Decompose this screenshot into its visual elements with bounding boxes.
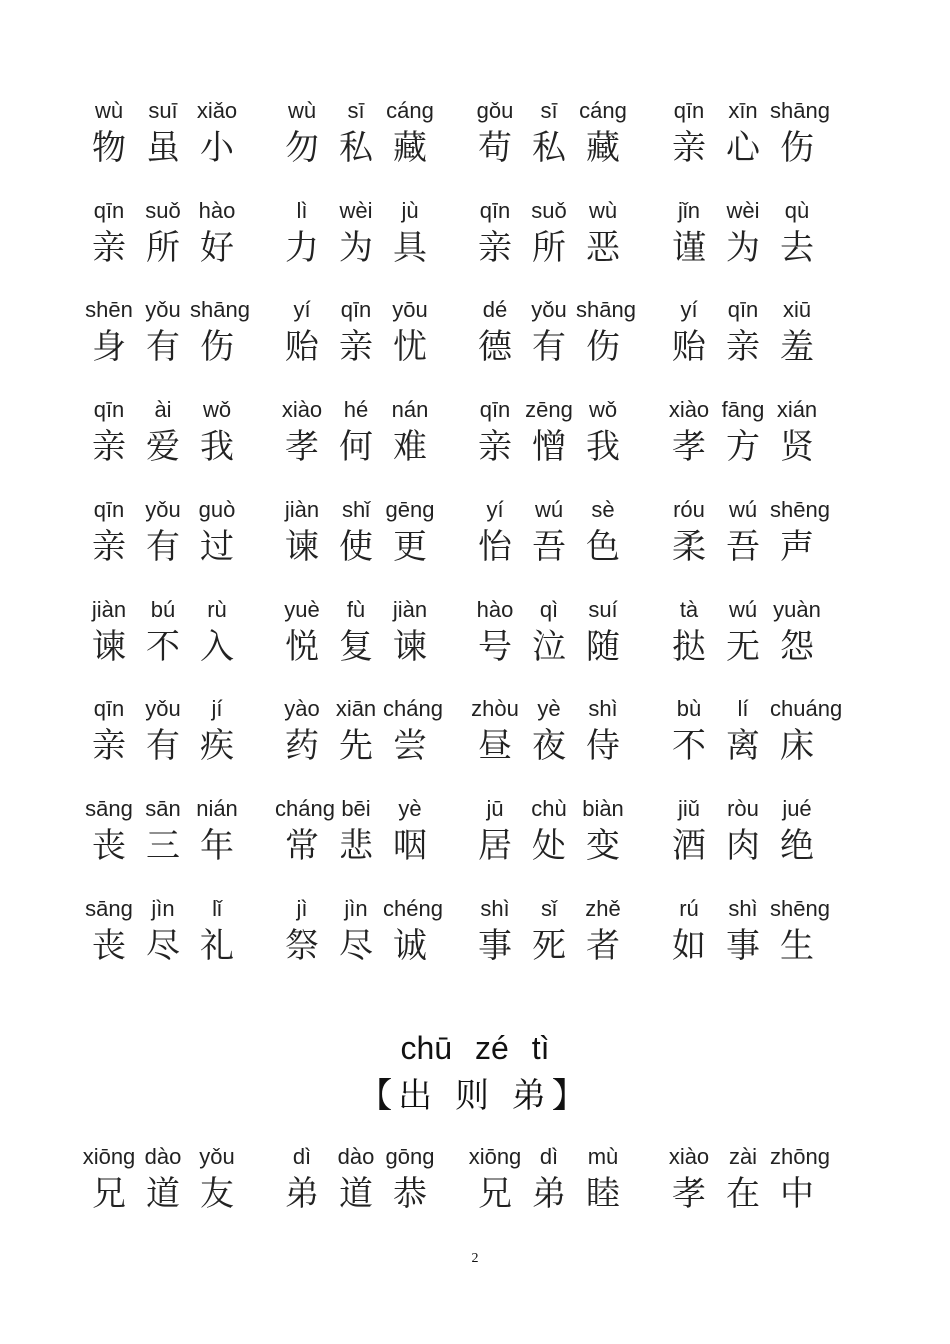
hanzi: 悦	[285, 626, 319, 667]
hanzi: 礼	[200, 925, 234, 966]
pinyin: ròu	[727, 795, 759, 821]
hanzi: 号	[478, 626, 512, 667]
pinyin: shì	[728, 895, 758, 921]
hanzi: 身	[92, 327, 126, 368]
hanzi: 丧	[92, 825, 126, 866]
hanzi: 所	[146, 227, 180, 268]
hanzi: 去	[780, 227, 814, 268]
hanzi: 私	[339, 128, 373, 168]
pinyin: qīn	[479, 397, 511, 423]
pinyin: dì	[292, 1144, 312, 1169]
hanzi: 绝	[780, 825, 814, 866]
hanzi: 丧	[92, 925, 126, 966]
pinyin: fāng	[721, 397, 765, 423]
verse-line	[0, 198, 950, 272]
hanzi: 不	[672, 726, 706, 767]
pinyin: zhòu	[471, 696, 519, 722]
pinyin: suí	[588, 596, 618, 622]
pinyin: biàn	[582, 795, 624, 821]
hanzi: 亲	[672, 128, 706, 168]
hanzi: 伤	[200, 327, 234, 368]
hanzi: 谏	[393, 626, 427, 667]
hanzi: 难	[393, 427, 427, 468]
pinyin: lí	[737, 696, 749, 722]
pinyin: xiào	[281, 397, 323, 423]
pinyin: cáng	[579, 98, 627, 123]
hanzi: 吾	[726, 526, 760, 567]
hanzi: 谏	[92, 626, 126, 667]
pinyin: qì	[539, 596, 559, 622]
hanzi: 亲	[92, 726, 126, 767]
pinyin: chuáng	[770, 696, 843, 722]
hanzi: 有	[532, 327, 566, 368]
hanzi: 孝	[672, 427, 706, 468]
hanzi: 怨	[780, 626, 814, 667]
pinyin: cháng	[275, 795, 335, 821]
hanzi: 苟	[478, 128, 512, 168]
hanzi: 睦	[586, 1174, 620, 1214]
pinyin: hào	[476, 596, 514, 622]
pinyin: xiào	[668, 397, 710, 423]
hanzi: 私	[532, 128, 566, 168]
pinyin: sǐ	[541, 895, 557, 921]
pinyin: wù	[94, 98, 124, 123]
section-title: 【出 则 弟】	[358, 1076, 592, 1116]
pinyin: xiān	[335, 696, 377, 722]
hanzi: 悲	[339, 825, 373, 866]
pinyin: gōng	[385, 1144, 435, 1169]
pinyin: jiàn	[284, 496, 320, 522]
hanzi: 心	[726, 128, 760, 168]
hanzi: 方	[726, 427, 760, 468]
pinyin: suī	[148, 98, 178, 123]
pinyin: lì	[296, 197, 308, 223]
pinyin: jì	[296, 895, 308, 921]
hanzi: 诚	[393, 925, 427, 966]
verse-line	[0, 297, 950, 371]
verse-line	[0, 796, 950, 870]
hanzi: 友	[200, 1174, 234, 1214]
hanzi: 先	[339, 726, 373, 767]
hanzi: 泣	[532, 626, 566, 667]
hanzi: 无	[726, 626, 760, 667]
hanzi: 道	[339, 1174, 373, 1214]
pinyin: yuè	[284, 596, 320, 622]
verse-line	[0, 1144, 950, 1218]
pinyin: qīn	[93, 496, 125, 522]
hanzi: 贻	[285, 327, 319, 368]
hanzi: 夜	[532, 726, 566, 767]
hanzi: 所	[532, 227, 566, 268]
pinyin: jìn	[344, 895, 368, 921]
pinyin: sāng	[85, 895, 133, 921]
pinyin: shǐ	[341, 496, 371, 522]
pinyin: sī	[540, 98, 558, 123]
hanzi: 亲	[92, 227, 126, 268]
hanzi: 我	[200, 427, 234, 468]
hanzi: 肉	[726, 825, 760, 866]
pinyin: shēng	[770, 895, 830, 921]
hanzi: 伤	[780, 128, 814, 168]
pinyin: yí	[486, 496, 504, 522]
pinyin: wù	[287, 98, 317, 123]
hanzi: 何	[339, 427, 373, 468]
pinyin: yǒu	[531, 297, 567, 323]
pinyin: sān	[145, 795, 181, 821]
hanzi: 为	[339, 227, 373, 268]
pinyin: shēn	[85, 297, 133, 323]
pinyin: dào	[337, 1144, 375, 1169]
pinyin: wèi	[339, 197, 373, 223]
hanzi: 有	[146, 327, 180, 368]
hanzi: 亲	[92, 526, 126, 567]
pinyin: xiōng	[468, 1144, 522, 1169]
hanzi: 伤	[586, 327, 620, 368]
hanzi: 吾	[532, 526, 566, 567]
hanzi: 有	[146, 526, 180, 567]
hanzi: 亲	[726, 327, 760, 368]
pinyin: xián	[776, 397, 818, 423]
pinyin: cáng	[386, 98, 434, 123]
pinyin: jí	[211, 696, 223, 722]
hanzi: 虽	[146, 128, 180, 168]
pinyin: yǒu	[145, 496, 181, 522]
hanzi: 入	[200, 626, 234, 667]
hanzi: 事	[478, 925, 512, 966]
hanzi: 好	[200, 227, 234, 268]
pinyin: yí	[680, 297, 698, 323]
hanzi: 贻	[672, 327, 706, 368]
pinyin: qīn	[340, 297, 372, 323]
verse-line	[0, 597, 950, 671]
pinyin: qīn	[673, 98, 705, 123]
pinyin: wú	[728, 596, 758, 622]
hanzi: 不	[146, 626, 180, 667]
pinyin: zhě	[585, 895, 621, 921]
pinyin: qīn	[93, 696, 125, 722]
hanzi: 挞	[672, 626, 706, 667]
hanzi: 德	[478, 327, 512, 368]
hanzi: 物	[92, 128, 126, 168]
pinyin: xiū	[782, 297, 812, 323]
hanzi: 藏	[393, 128, 427, 168]
hanzi: 酒	[672, 825, 706, 866]
pinyin: dào	[144, 1144, 182, 1169]
hanzi: 事	[726, 925, 760, 966]
hanzi: 兄	[92, 1174, 126, 1214]
hanzi: 更	[393, 526, 427, 567]
pinyin: chù	[531, 795, 567, 821]
pinyin: shāng	[770, 98, 830, 123]
pinyin: gǒu	[476, 98, 514, 123]
pinyin: wǒ	[588, 397, 618, 423]
pinyin: yào	[284, 696, 320, 722]
pinyin: sāng	[85, 795, 133, 821]
hanzi: 谨	[672, 227, 706, 268]
hanzi: 亲	[478, 227, 512, 268]
hanzi: 恶	[586, 227, 620, 268]
section-pinyin: chū zé tì	[400, 1030, 550, 1066]
pinyin: xīn	[728, 98, 758, 123]
pinyin: yǒu	[145, 696, 181, 722]
pinyin: qīn	[479, 197, 511, 223]
pinyin: shāng	[190, 297, 250, 323]
pinyin: qīn	[93, 397, 125, 423]
hanzi: 弟	[532, 1174, 566, 1214]
pinyin: gēng	[385, 496, 435, 522]
pinyin: jù	[401, 197, 419, 223]
pinyin: rú	[679, 895, 699, 921]
hanzi: 憎	[532, 427, 566, 468]
hanzi: 羞	[780, 327, 814, 368]
hanzi: 道	[146, 1174, 180, 1214]
hanzi: 昼	[478, 726, 512, 767]
verse-line	[0, 98, 950, 172]
hanzi: 疾	[200, 726, 234, 767]
pinyin: jǐn	[677, 197, 700, 223]
pinyin: qù	[784, 197, 810, 223]
hanzi: 者	[586, 925, 620, 966]
hanzi: 中	[780, 1174, 814, 1214]
hanzi: 恭	[393, 1174, 427, 1214]
pinyin: sī	[347, 98, 365, 123]
hanzi: 我	[586, 427, 620, 468]
hanzi: 年	[200, 825, 234, 866]
hanzi: 孝	[285, 427, 319, 468]
hanzi: 药	[285, 726, 319, 767]
hanzi: 有	[146, 726, 180, 767]
pinyin: shēng	[770, 496, 830, 522]
hanzi: 咽	[393, 825, 427, 866]
hanzi: 尽	[146, 925, 180, 966]
pinyin: qīn	[93, 197, 125, 223]
hanzi: 孝	[672, 1174, 706, 1214]
hanzi: 色	[586, 526, 620, 567]
hanzi: 兄	[478, 1174, 512, 1214]
pinyin: zhōng	[770, 1144, 830, 1169]
pinyin: jué	[782, 795, 812, 821]
pinyin: ài	[154, 397, 172, 423]
pinyin: dé	[482, 297, 508, 323]
hanzi: 力	[285, 227, 319, 268]
hanzi: 如	[672, 925, 706, 966]
pinyin: dì	[539, 1144, 559, 1169]
pinyin: jìn	[151, 895, 175, 921]
hanzi: 谏	[285, 526, 319, 567]
hanzi: 贤	[780, 427, 814, 468]
hanzi: 尽	[339, 925, 373, 966]
pinyin: wǒ	[202, 397, 232, 423]
pinyin: róu	[673, 496, 705, 522]
pinyin: jiǔ	[677, 795, 700, 821]
pinyin: mù	[587, 1144, 619, 1169]
pinyin: wèi	[726, 197, 760, 223]
pinyin: bù	[676, 696, 702, 722]
pinyin: zài	[728, 1144, 758, 1169]
hanzi: 尝	[393, 726, 427, 767]
hanzi: 祭	[285, 925, 319, 966]
verse-line	[0, 497, 950, 571]
pinyin: yǒu	[199, 1144, 235, 1169]
verse-line	[0, 896, 950, 970]
pinyin: yè	[398, 795, 422, 821]
pinyin: hào	[198, 197, 236, 223]
pinyin: zēng	[525, 397, 573, 423]
pinyin: jiàn	[392, 596, 428, 622]
pinyin: qīn	[727, 297, 759, 323]
pinyin: tà	[679, 596, 699, 622]
hanzi: 三	[146, 825, 180, 866]
pinyin: guò	[198, 496, 236, 522]
pinyin: yǒu	[145, 297, 181, 323]
hanzi: 处	[532, 825, 566, 866]
hanzi: 使	[339, 526, 373, 567]
hanzi: 死	[532, 925, 566, 966]
hanzi: 亲	[92, 427, 126, 468]
pinyin: bú	[150, 596, 176, 622]
pinyin: yuàn	[773, 596, 821, 622]
pinyin: wù	[588, 197, 618, 223]
hanzi: 复	[339, 626, 373, 667]
hanzi: 爱	[146, 427, 180, 468]
page-number: 2	[471, 1251, 479, 1266]
hanzi: 柔	[672, 526, 706, 567]
hanzi: 忧	[393, 327, 427, 368]
hanzi: 居	[478, 825, 512, 866]
hanzi: 亲	[339, 327, 373, 368]
pinyin: lǐ	[212, 895, 222, 921]
hanzi: 为	[726, 227, 760, 268]
hanzi: 声	[780, 526, 814, 567]
hanzi: 亲	[478, 427, 512, 468]
pinyin: jiàn	[91, 596, 127, 622]
pinyin: hé	[343, 397, 369, 423]
pinyin: nán	[391, 397, 429, 423]
hanzi: 藏	[586, 128, 620, 168]
hanzi: 勿	[285, 128, 319, 168]
pinyin: xiào	[668, 1144, 710, 1169]
pinyin: wú	[534, 496, 564, 522]
pinyin: shì	[588, 696, 618, 722]
pinyin: rù	[207, 596, 227, 622]
pinyin: jū	[486, 795, 504, 821]
hanzi: 随	[586, 626, 620, 667]
hanzi: 离	[726, 726, 760, 767]
pinyin: yè	[537, 696, 561, 722]
pinyin: xiǎo	[196, 98, 238, 123]
pinyin: shì	[480, 895, 510, 921]
hanzi: 生	[780, 925, 814, 966]
pinyin: yōu	[392, 297, 428, 323]
hanzi: 具	[393, 227, 427, 268]
hanzi: 小	[200, 128, 234, 168]
hanzi: 在	[726, 1174, 760, 1214]
hanzi: 弟	[285, 1174, 319, 1214]
pinyin: chéng	[383, 895, 443, 921]
pinyin: shāng	[576, 297, 636, 323]
pinyin: yí	[293, 297, 311, 323]
verse-line	[0, 397, 950, 471]
hanzi: 过	[200, 526, 234, 567]
pinyin: wú	[728, 496, 758, 522]
hanzi: 怡	[478, 526, 512, 567]
pinyin: xiōng	[82, 1144, 136, 1169]
hanzi: 变	[586, 825, 620, 866]
verse-line	[0, 696, 950, 770]
pinyin: sè	[591, 496, 615, 522]
pinyin: fù	[346, 596, 366, 622]
pinyin: suǒ	[145, 197, 181, 223]
pinyin: bēi	[341, 795, 371, 821]
hanzi: 侍	[586, 726, 620, 767]
pinyin: cháng	[383, 696, 443, 722]
pinyin: nián	[196, 795, 238, 821]
hanzi: 床	[780, 726, 814, 767]
hanzi: 常	[285, 825, 319, 866]
pinyin: suǒ	[531, 197, 567, 223]
